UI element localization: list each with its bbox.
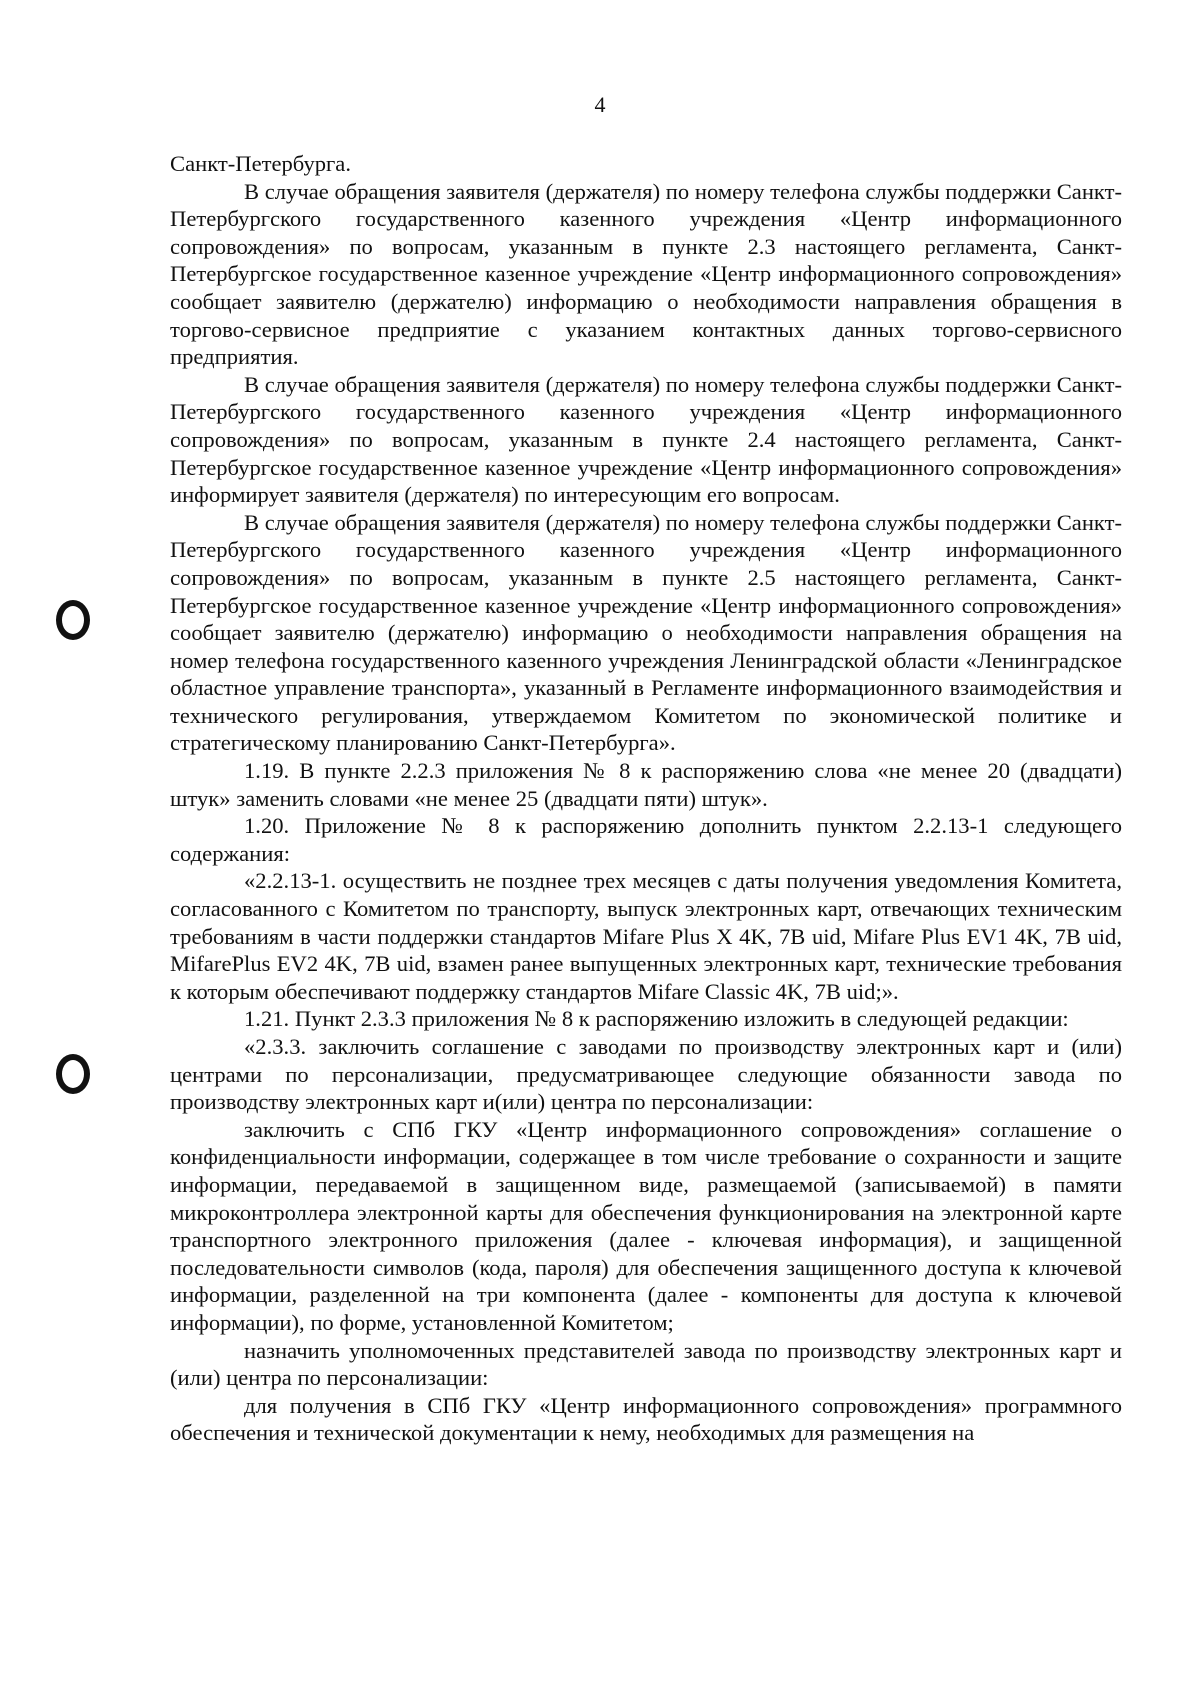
- paragraph: «2.2.13-1. осуществить не позднее трех месяцев с даты получения уведомления Комитета, согласованного с Комитетом по транспорту, выпуск электронных карт, отвечающих техническим требованиям в части поддержки стандартов Mifare Plus X 4K, 7B uid, Mifare Plus EV1 4K, 7B uid, MifarePlus EV2 4K, 7B uid, взамен ранее выпущенных электронных карт, технические требования к которым обеспечивают поддержку стандартов Mifare Classic 4K, 7B uid;».: [170, 868, 1122, 1004]
- paragraph: 1.19. В пункте 2.2.3 приложения № 8 к распоряжению слова «не менее 20 (двадцати) штук» заменить словами «не менее 25 (двадцати пяти) штук».: [170, 758, 1122, 811]
- punch-hole-mark: [56, 600, 90, 640]
- paragraph: 1.20. Приложение № 8 к распоряжению дополнить пунктом 2.2.13-1 следующего содержания:: [170, 813, 1122, 866]
- paragraph: В случае обращения заявителя (держателя) по номеру телефона службы поддержки Санкт-Петербургского государственного казенного учреждения «Центр информационного сопровождения» по вопросам, указанным в пункте 2.4 настоящего регламента, Санкт-Петербургское государственное казенное учреждение «Центр информационного сопровождения» информирует заявителя (держателя) по интересующим его вопросам.: [170, 371, 1122, 508]
- page-number: 4: [594, 92, 606, 117]
- paragraph: заключить с СПб ГКУ «Центр информационного сопровождения» соглашение о конфиденциальности информации, содержащее в том числе требование о сохранности и защите информации, передаваемой в защищенном виде, размещаемой (записываемой) в памяти микроконтроллера электронной карты для обеспечения функционирования на электронной карте транспортного электронного приложения (далее - ключевая информация), и защищенной последовательности символов (кода, пароля) для обеспечения защищенного доступа к ключевой информации, разделенной на три компонента (далее - компоненты для доступа к ключевой информации), по форме, установленной Комитетом;: [170, 1116, 1122, 1335]
- paragraph: Санкт-Петербурга.: [170, 151, 351, 176]
- paragraph: назначить уполномоченных представителей завода по производству электронных карт и (или) центра по персонализации:: [170, 1337, 1122, 1391]
- paragraph: В случае обращения заявителя (держателя) по номеру телефона службы поддержки Санкт-Петербургского государственного казенного учреждения «Центр информационного сопровождения» по вопросам, указанным в пункте 2.3 настоящего регламента, Санкт-Петербургское государственное казенное учреждение «Центр информационного сопровождения» сообщает заявителю (держателю) информацию о необходимости направления обращения в торгово-сервисное предприятие с указанием контактных данных торгово-сервисного предприятия.: [170, 178, 1122, 370]
- paragraph: «2.3.3. заключить соглашение с заводами по производству электронных карт и (или) центрами по персонализации, предусматривающее следующие обязанности завода по производству электронных карт и(или) центра по персонализации:: [170, 1034, 1122, 1115]
- paragraph: 1.21. Пункт 2.3.3 приложения № 8 к распоряжению изложить в следующей редакции:: [244, 1006, 1069, 1032]
- paragraph: В случае обращения заявителя (держателя) по номеру телефона службы поддержки Санкт-Петербургского государственного казенного учреждения «Центр информационного сопровождения» по вопросам, указанным в пункте 2.5 настоящего регламента, Санкт-Петербургское государственное казенное учреждение «Центр информационного сопровождения» сообщает заявителю (держателю) информацию о необходимости направления обращения на номер телефона государственного казенного учреждения Ленинградской области «Ленинградское областное управление транспорта», указанный в Регламенте информационного взаимодействия и технического регулирования, утверждаемом Комитетом по экономической политике и стратегическому планированию Санкт-Петербурга».: [170, 509, 1122, 756]
- paragraph: для получения в СПб ГКУ «Центр информационного сопровождения» программного обеспечения и технической документации к нему, необходимых для размещения на: [170, 1392, 1122, 1446]
- punch-hole-mark: [56, 1054, 90, 1094]
- document-body: [170, 150, 1122, 1447]
